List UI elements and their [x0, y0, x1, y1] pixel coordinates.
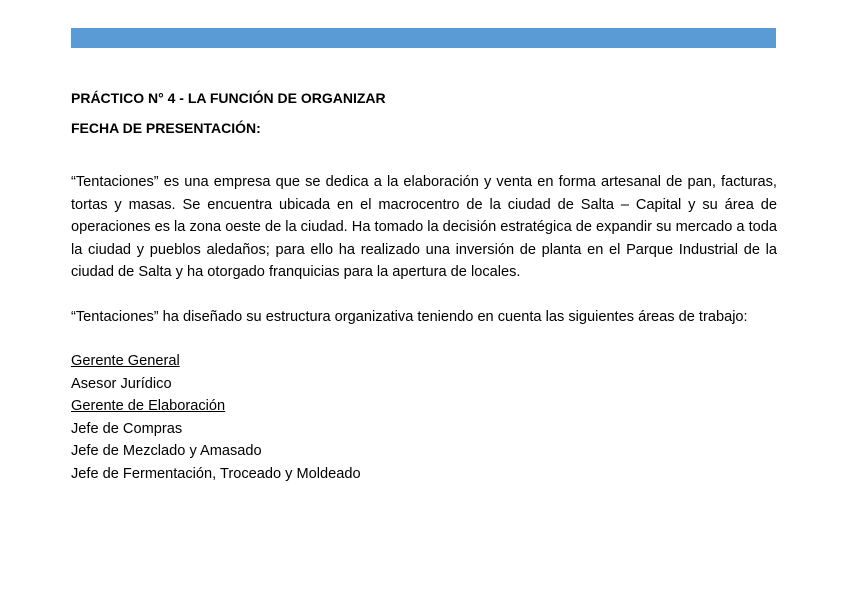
presentation-date-label: FECHA DE PRESENTACIÓN:: [71, 120, 261, 136]
area-label: Asesor Jurídico: [71, 375, 172, 392]
list-item: [71, 350, 777, 373]
area-label: Gerente General: [71, 353, 180, 369]
list-item: [71, 373, 777, 396]
company-description-paragraph: “Tentaciones” es una empresa que se dedica a la elaboración y venta en forma artesanal de pan, facturas, tortas y masas. Se encuentra ubicada en el macrocentro de la ciudad de Salta – Capital y su área de operaciones es la zona oeste de la ciudad. Ha tomado la decisión estratégica de expandir su mercado a toda la ciudad y pueblos aledaños; para ello ha realizado una inversión de planta en el Parque Industrial de la ciudad de Salta y ha otorgado franquicias para la apertura de locales.: [71, 174, 777, 280]
list-item: [71, 463, 777, 486]
work-areas-list: [71, 350, 777, 485]
structure-intro-paragraph: “Tentaciones” ha diseñado su estructura organizativa teniendo en cuenta las siguientes áreas de trabajo:: [71, 308, 748, 325]
list-item: [71, 440, 777, 463]
area-label: Jefe de Compras: [71, 420, 183, 437]
header-bar: [71, 28, 776, 48]
area-label: Jefe de Mezclado y Amasado: [71, 443, 262, 459]
area-label: Jefe de Fermentación, Troceado y Moldeado: [71, 465, 361, 482]
list-item: [71, 395, 777, 418]
list-item: [71, 418, 777, 441]
area-label: Gerente de Elaboración: [71, 398, 226, 414]
document-title: PRÁCTICO N° 4 - LA FUNCIÓN DE ORGANIZAR: [71, 90, 386, 106]
document-body: [71, 88, 777, 485]
